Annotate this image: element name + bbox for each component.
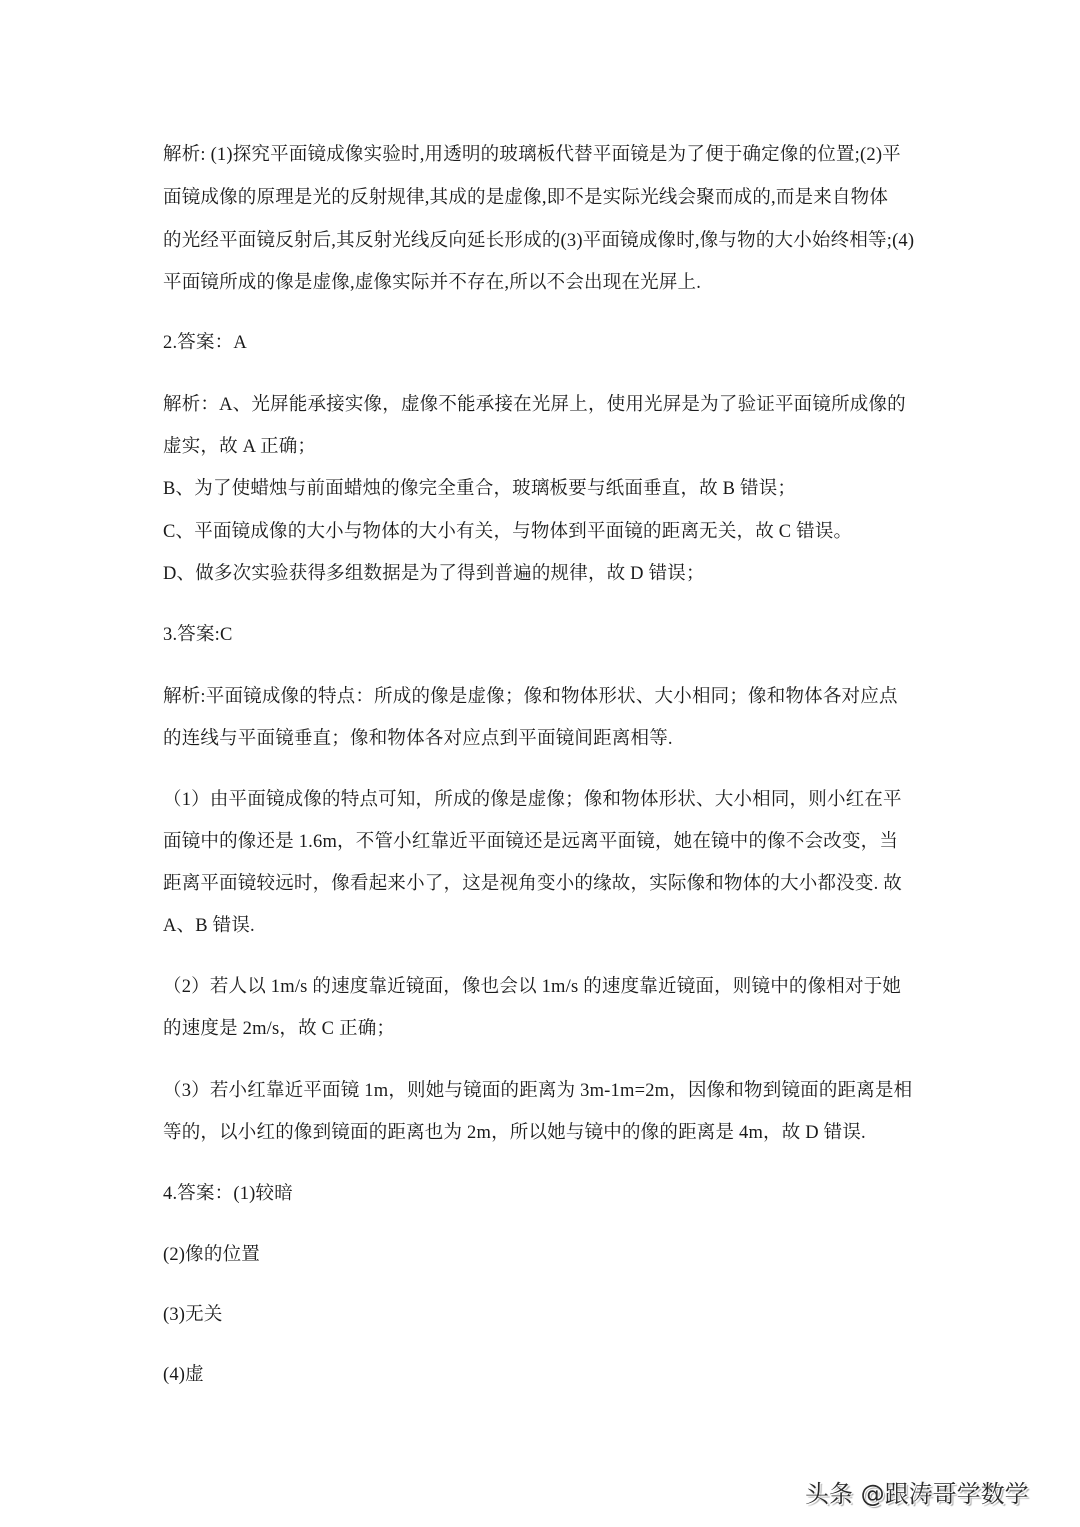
q4-answer: 4.答案：(1)较暗 <box>163 1184 293 1204</box>
text-line: 解析：A、光屏能承接实像，虚像不能承接在光屏上，使用光屏是为了验证平面镜所成像的 <box>163 395 906 415</box>
text-line: （3）若小红靠近平面镜 1m，则她与镜面的距离为 3m-1m=2m，因像和物到镜面的距离是相 <box>163 1081 913 1101</box>
q2-answer: 2.答案：A <box>163 333 247 353</box>
q4-item: (2)像的位置 <box>163 1245 260 1265</box>
text-line: 等的，以小红的像到镜面的距离也为 2m，所以她与镜中的像的距离是 4m，故 D 错误. <box>163 1123 866 1143</box>
text-line: C、平面镜成像的大小与物体的大小有关，与物体到平面镜的距离无关，故 C 错误。 <box>163 522 853 542</box>
text-line: 的连线与平面镜垂直；像和物体各对应点到平面镜间距离相等. <box>163 729 673 749</box>
q4-item: (4)虚 <box>163 1365 204 1385</box>
text-line: 距离平面镜较远时，像看起来小了，这是视角变小的缘故，实际像和物体的大小都没变. 故 <box>163 874 902 894</box>
text-line: 的光经平面镜反射后,其反射光线反向延长形成的(3)平面镜成像时,像与物的大小始终相等;(4) <box>163 231 915 251</box>
text-line: （1）由平面镜成像的特点可知，所成的像是虚像；像和物体形状、大小相同，则小红在平 <box>163 790 902 810</box>
text-line: 解析:平面镜成像的特点：所成的像是虚像；像和物体形状、大小相同；像和物体各对应点 <box>163 687 898 707</box>
text-line: 的速度是 2m/s，故 C 正确； <box>163 1019 396 1039</box>
text-line: 平面镜所成的像是虚像,虚像实际并不存在,所以不会出现在光屏上. <box>163 273 702 293</box>
q4-item: (3)无关 <box>163 1305 223 1325</box>
text-line: 面镜成像的原理是光的反射规律,其成的是虚像,即不是实际光线会聚而成的,而是来自物体 <box>163 188 889 208</box>
text-line: D、做多次实验获得多组数据是为了得到普遍的规律，故 D 错误； <box>163 564 705 584</box>
q3-answer: 3.答案:C <box>163 625 233 645</box>
text-line: 面镜中的像还是 1.6m，不管小红靠近平面镜还是远离平面镜，她在镜中的像不会改变，当 <box>163 832 899 852</box>
text-line: 解析: (1)探究平面镜成像实验时,用透明的玻璃板代替平面镜是为了便于确定像的位置;(2)平 <box>163 145 901 165</box>
text-line: 虚实，故 A 正确； <box>163 437 317 457</box>
text-line: A、B 错误. <box>163 916 255 936</box>
text-line: （2）若人以 1m/s 的速度靠近镜面，像也会以 1m/s 的速度靠近镜面，则镜中的像相对于她 <box>163 977 902 997</box>
text-line: B、为了使蜡烛与前面蜡烛的像完全重合，玻璃板要与纸面垂直，故 B 错误； <box>163 479 797 499</box>
watermark: 头条 @跟涛哥学数学 <box>805 1480 1029 1508</box>
